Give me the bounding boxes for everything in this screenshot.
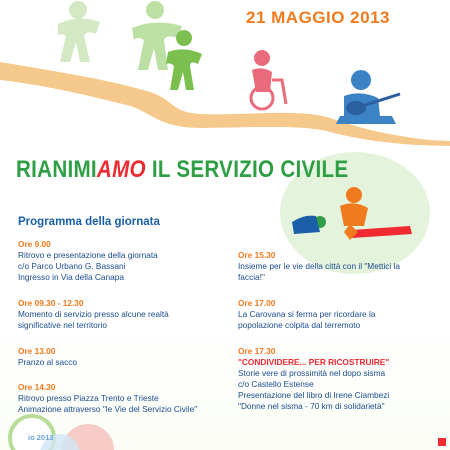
event-left-1 (18, 239, 158, 283)
headline (16, 156, 348, 184)
event-line: La Carovana si ferma per ricordare la (238, 309, 376, 319)
corner-mark (438, 438, 446, 446)
headline-part1: RIANIMI (16, 156, 97, 183)
event-right-1 (238, 250, 400, 283)
event-line: Animazione attraverso "le Vie del Servizio Civile" (18, 404, 198, 414)
badge-text: io 2013 (28, 433, 54, 442)
event-line: Ritrovo presso Piazza Trento e Trieste (18, 393, 159, 403)
event-date: 21 MAGGIO 2013 (246, 8, 391, 27)
figure-1-icon (58, 1, 100, 62)
event-line: Insieme per le vie della città con il "Mettici la (238, 261, 401, 271)
event-line: Pranzo al sacco (18, 357, 78, 367)
event-line: Ingresso in Via della Canapa (18, 272, 124, 282)
program-title: Programma della giornata (18, 216, 160, 228)
event-line: significative nel territorio (18, 320, 107, 330)
event-right-2 (238, 298, 375, 331)
event-time: Ore 17.00 (238, 298, 276, 308)
wheelchair-figure-icon (251, 50, 286, 109)
event-line: faccia!" (238, 272, 265, 282)
headline-part2: AMO (96, 156, 146, 183)
rescue-figures-icon (290, 186, 415, 244)
event-left-3 (18, 346, 77, 368)
figure-3-icon (166, 30, 202, 90)
event-time: Ore 17.30 (238, 346, 276, 356)
event-time: Ore 9.00 (18, 239, 51, 249)
event-left-2 (18, 298, 169, 331)
event-time: Ore 13.00 (18, 346, 56, 356)
bottom-badge-area (0, 398, 450, 450)
event-line: popolazione colpita dal terremoto (238, 320, 361, 330)
event-line: "Donne nel sisma - 70 km di solidarietà" (238, 401, 385, 411)
event-highlight: "CONDIVIDERE... PER RICOSTRUIRE" (238, 357, 390, 367)
headline-part3: IL SERVIZIO CIVILE (145, 156, 349, 183)
event-line: Momento di servizio presso alcune realtà (18, 309, 169, 319)
event-line: Presentazione del libro di Irene Ciambezi (238, 390, 390, 400)
event-line: c/o Parco Urbano G. Bassani (18, 261, 126, 271)
event-time: Ore 09.30 - 12.30 (18, 298, 84, 308)
event-time: Ore 14.30 (18, 382, 56, 392)
event-line: Storie vere di prossimità nel dopo sisma (238, 368, 386, 378)
guitar-player-icon (336, 70, 400, 124)
event-line: c/o Castello Estense (238, 379, 314, 389)
event-time: Ore 15.30 (238, 250, 276, 260)
event-line: Ritrovo e presentazione della giornata (18, 250, 158, 260)
